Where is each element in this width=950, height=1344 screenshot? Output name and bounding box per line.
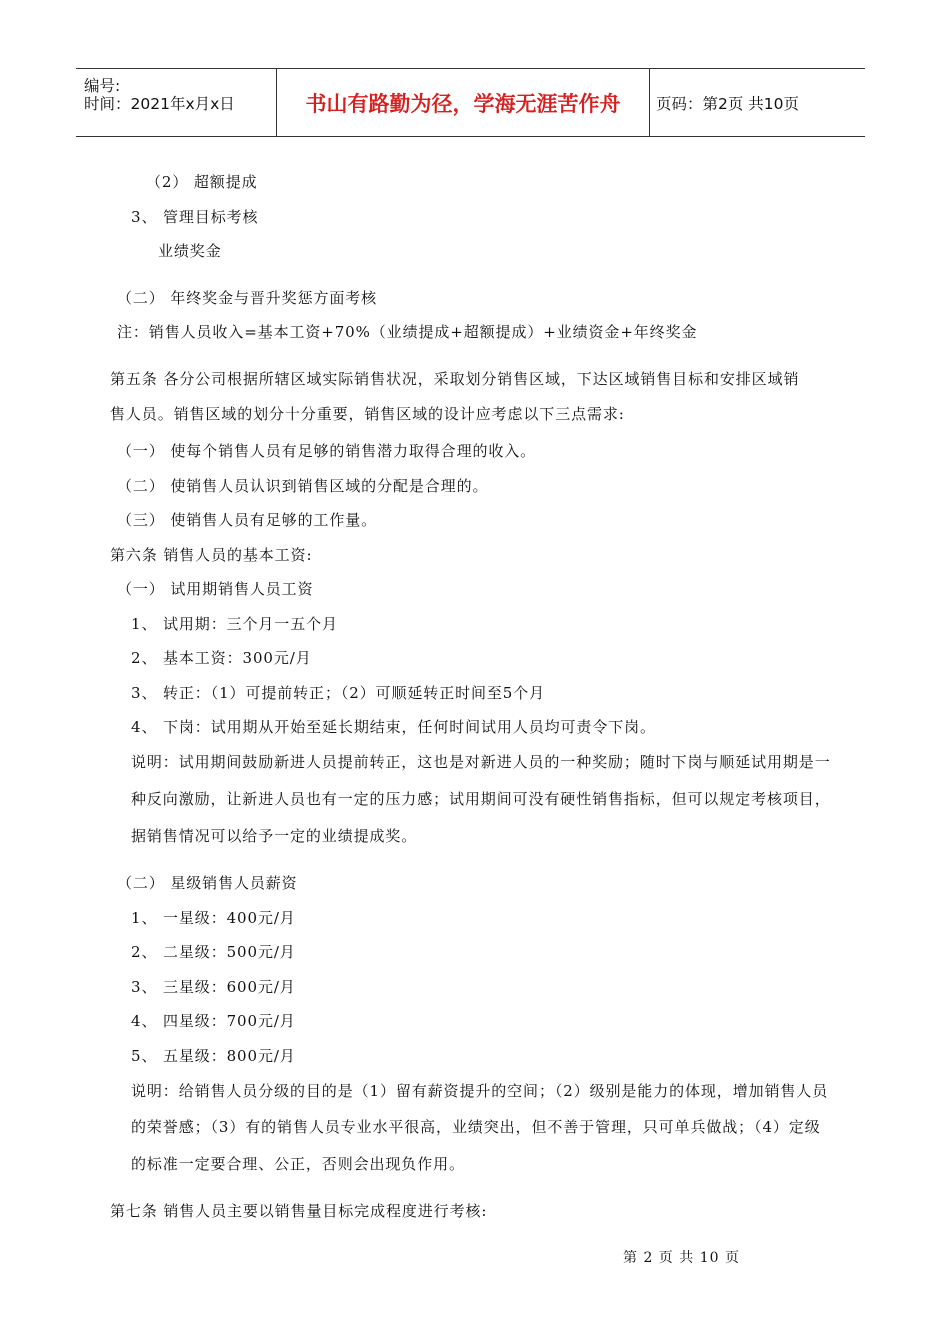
text-line: 2、 二星级：500元/月 bbox=[131, 943, 296, 961]
text-line: 售人员。销售区域的划分十分重要，销售区域的设计应考虑以下三点需求: bbox=[110, 405, 625, 423]
text-line: 的标准一定要合理、公正，否则会出现负作用。 bbox=[131, 1155, 465, 1173]
header-motto: 书山有路勤为径，学海无涯苦作舟 bbox=[277, 69, 650, 136]
text-line: 说明：试用期间鼓励新进人员提前转正，这也是对新进人员的一种奖励；随时下岗与顺延试用期是一 bbox=[131, 753, 831, 771]
text-line: 种反向激励，让新进人员也有一定的压力感；试用期间可没有硬性销售指标，但可以规定考核项目， bbox=[131, 790, 831, 808]
text-line: 业绩奖金 bbox=[158, 242, 222, 260]
text-line: （一） 使每个销售人员有足够的销售潜力取得合理的收入。 bbox=[117, 442, 537, 460]
section-heading: （二） 星级销售人员薪资 bbox=[117, 874, 298, 892]
article-heading: 第六条 销售人员的基本工资: bbox=[110, 546, 313, 564]
header-page-cell bbox=[650, 69, 864, 136]
text-line: 1、 试用期：三个月一五个月 bbox=[131, 615, 338, 633]
text-line: 5、 五星级：800元/月 bbox=[131, 1047, 296, 1065]
document-number-label: 编号: bbox=[84, 77, 121, 95]
document-time-label: 时间：2021年x月x日 bbox=[84, 95, 235, 113]
text-line: 4、 四星级：700元/月 bbox=[131, 1012, 296, 1030]
text-line: 据销售情况可以给予一定的业绩提成奖。 bbox=[131, 827, 418, 845]
header-info-cell bbox=[76, 69, 277, 136]
text-line: （二） 使销售人员认识到销售区域的分配是合理的。 bbox=[117, 477, 489, 495]
text-line: 的荣誉感；（3）有的销售人员专业水平很高，业绩突出，但不善于管理，只可单兵做战；（4）定级 bbox=[131, 1118, 821, 1136]
text-line: 3、 三星级：600元/月 bbox=[131, 978, 296, 996]
text-line: 4、 下岗：试用期从开始至延长期结束，任何时间试用人员均可责令下岗。 bbox=[131, 718, 656, 736]
text-line: 1、 一星级：400元/月 bbox=[131, 909, 296, 927]
text-line: 3、 管理目标考核 bbox=[131, 208, 259, 226]
text-line: （2） 超额提成 bbox=[146, 173, 258, 191]
article-heading: 第五条 各分公司根据所辖区域实际销售状况，采取划分销售区域，下达区域销售目标和安排区域销 bbox=[110, 370, 800, 388]
section-heading: （二） 年终奖金与晋升奖惩方面考核 bbox=[117, 289, 378, 307]
article-heading: 第七条 销售人员主要以销售量目标完成程度进行考核: bbox=[110, 1202, 488, 1220]
page-number-label: 页码：第2页 共10页 bbox=[656, 94, 800, 113]
text-line: 3、 转正：（1）可提前转正；（2）可顺延转正时间至5个月 bbox=[131, 684, 546, 702]
section-heading: （一） 试用期销售人员工资 bbox=[117, 580, 314, 598]
page-header bbox=[76, 68, 865, 137]
text-line: 说明：给销售人员分级的目的是（1）留有薪资提升的空间；（2）级别是能力的体现，增加销售人员 bbox=[131, 1082, 829, 1100]
text-line: 2、 基本工资：300元/月 bbox=[131, 649, 312, 667]
text-line: 注：销售人员收入=基本工资+70%（业绩提成+超额提成）+业绩资金+年终奖金 bbox=[117, 323, 698, 341]
text-line: （三） 使销售人员有足够的工作量。 bbox=[117, 511, 378, 529]
page-footer: 第 2 页 共 10 页 bbox=[623, 1250, 740, 1266]
